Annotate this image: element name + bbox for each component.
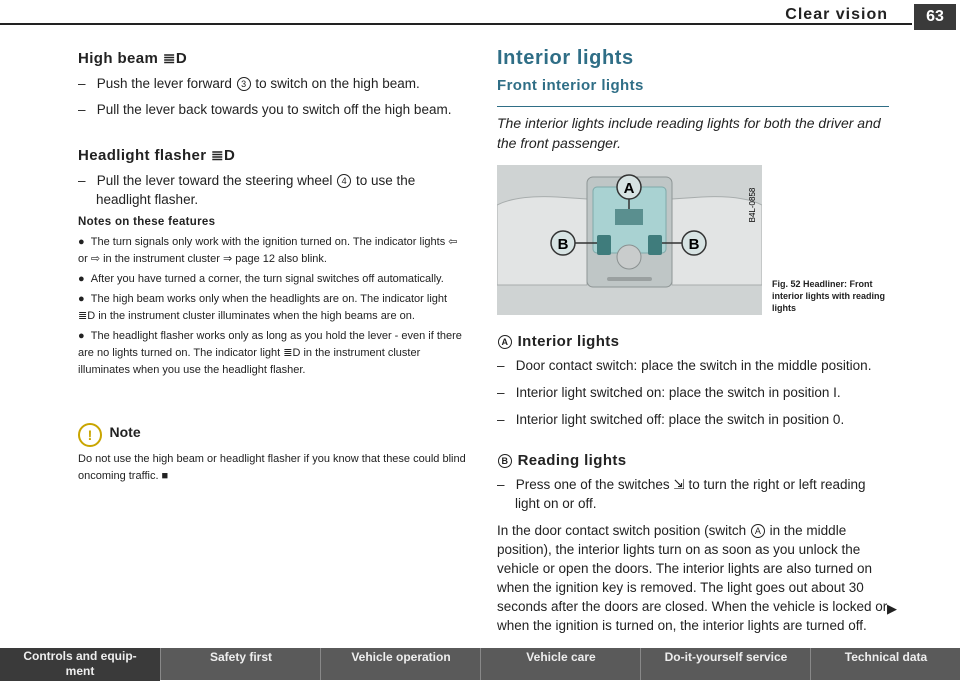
page-number: 63: [914, 4, 956, 30]
list-item: – Press one of the switches ⇲ to turn the right or left reading light on or off.: [497, 477, 866, 511]
figure-label-b-left: B: [557, 236, 569, 253]
high-beam-section: [78, 49, 466, 119]
marker-a: A: [498, 335, 512, 349]
list-item: ● The headlight flasher works only as long as you hold the lever - even if there are no lights turned on. The indicator light ≣D in the instrument cluster illuminates when you use the headlight flasher.: [78, 330, 462, 376]
footer-tab-safety[interactable]: Safety first: [160, 648, 321, 680]
callout-3: 3: [237, 77, 251, 91]
subsection-title: Front interior lights: [497, 77, 644, 94]
notes-heading: Notes on these features: [78, 216, 216, 228]
headliner-illustration: [497, 165, 762, 315]
headliner-figure: [497, 165, 762, 315]
notes-section: [78, 214, 466, 379]
flasher-section: [78, 146, 466, 209]
figure-code: B4L-0858: [748, 187, 757, 223]
header-rule: [0, 23, 912, 25]
footer-nav: [0, 648, 960, 680]
footer-tab-care[interactable]: Vehicle care: [480, 648, 641, 680]
list-item: – Push the lever forward 3 to switch on the high beam.: [78, 76, 420, 91]
footer-tab-diy[interactable]: Do-it-yourself service: [640, 648, 811, 680]
flasher-heading: Headlight flasher ≣D: [78, 147, 236, 164]
list-item: – Interior light switched off: place the switch in position 0.: [497, 412, 845, 427]
interior-lights-section: [497, 332, 889, 429]
intro-text: The interior lights include reading lights for both the driver and the front passenger.: [497, 115, 881, 151]
list-item: – Pull the lever back towards you to switch off the high beam.: [78, 102, 452, 117]
footer-tab-technical[interactable]: Technical data: [810, 648, 960, 680]
footer-tab-controls[interactable]: Controls and equip- ment: [0, 648, 160, 681]
callout-4: 4: [337, 174, 351, 188]
list-item: ● After you have turned a corner, the turn signal switches off automatically.: [78, 273, 444, 285]
warning-icon: !: [78, 423, 102, 447]
marker-a-inline: A: [751, 524, 765, 538]
list-item: ● The high beam works only when the headlights are on. The indicator light ≣D in the instrument cluster illuminates when the high beams are on.: [78, 293, 448, 322]
marker-b: B: [498, 454, 512, 468]
footer-tab-operation[interactable]: Vehicle operation: [320, 648, 481, 680]
note-text: Do not use the high beam or headlight flasher if you know that these could blind oncoming traffic. ■: [78, 453, 466, 482]
section-title: Interior lights: [497, 47, 634, 69]
subsection-rule: [497, 106, 889, 107]
interior-lights-header: [497, 49, 889, 95]
reading-lights-section: [497, 451, 889, 513]
list-item: ● The turn signals only work with the ignition turned on. The indicator lights ⇦ or ⇨ in the instrument cluster ⇒ page 12 also blink.: [78, 236, 458, 265]
interior-lights-heading: Interior lights: [517, 333, 620, 350]
chapter-title: Clear vision: [785, 6, 888, 23]
note-heading: Note: [109, 424, 141, 440]
high-beam-heading: High beam ≣D: [78, 50, 188, 67]
continue-arrow-icon: ▶: [887, 601, 897, 616]
list-item: – Door contact switch: place the switch in the middle position.: [497, 358, 872, 373]
figure-label-b-right: B: [688, 236, 700, 253]
note-box: [78, 423, 466, 485]
list-item: – Pull the lever toward the steering wheel 4 to use the headlight flasher.: [78, 173, 416, 207]
list-item: – Interior light switched on: place the switch in position I.: [497, 385, 841, 400]
figure-caption: Fig. 52 Headliner: Front interior lights with reading lights: [772, 279, 886, 313]
door-contact-paragraph: In the door contact switch position (switch A in the middle position), the interior lights turn on as soon as you unlock the vehicle or open the doors. The interior lights are also turned on when the ignition key is removed. The light goes out about 30 seconds after the doors are closed. When the vehicle is locked or when the ignition is turned on, the interior lights are turned off.: [497, 523, 888, 633]
reading-light-switch-icon: ⇲: [673, 477, 685, 492]
figure-label-a: A: [623, 180, 635, 197]
reading-lights-heading: Reading lights: [517, 452, 627, 469]
